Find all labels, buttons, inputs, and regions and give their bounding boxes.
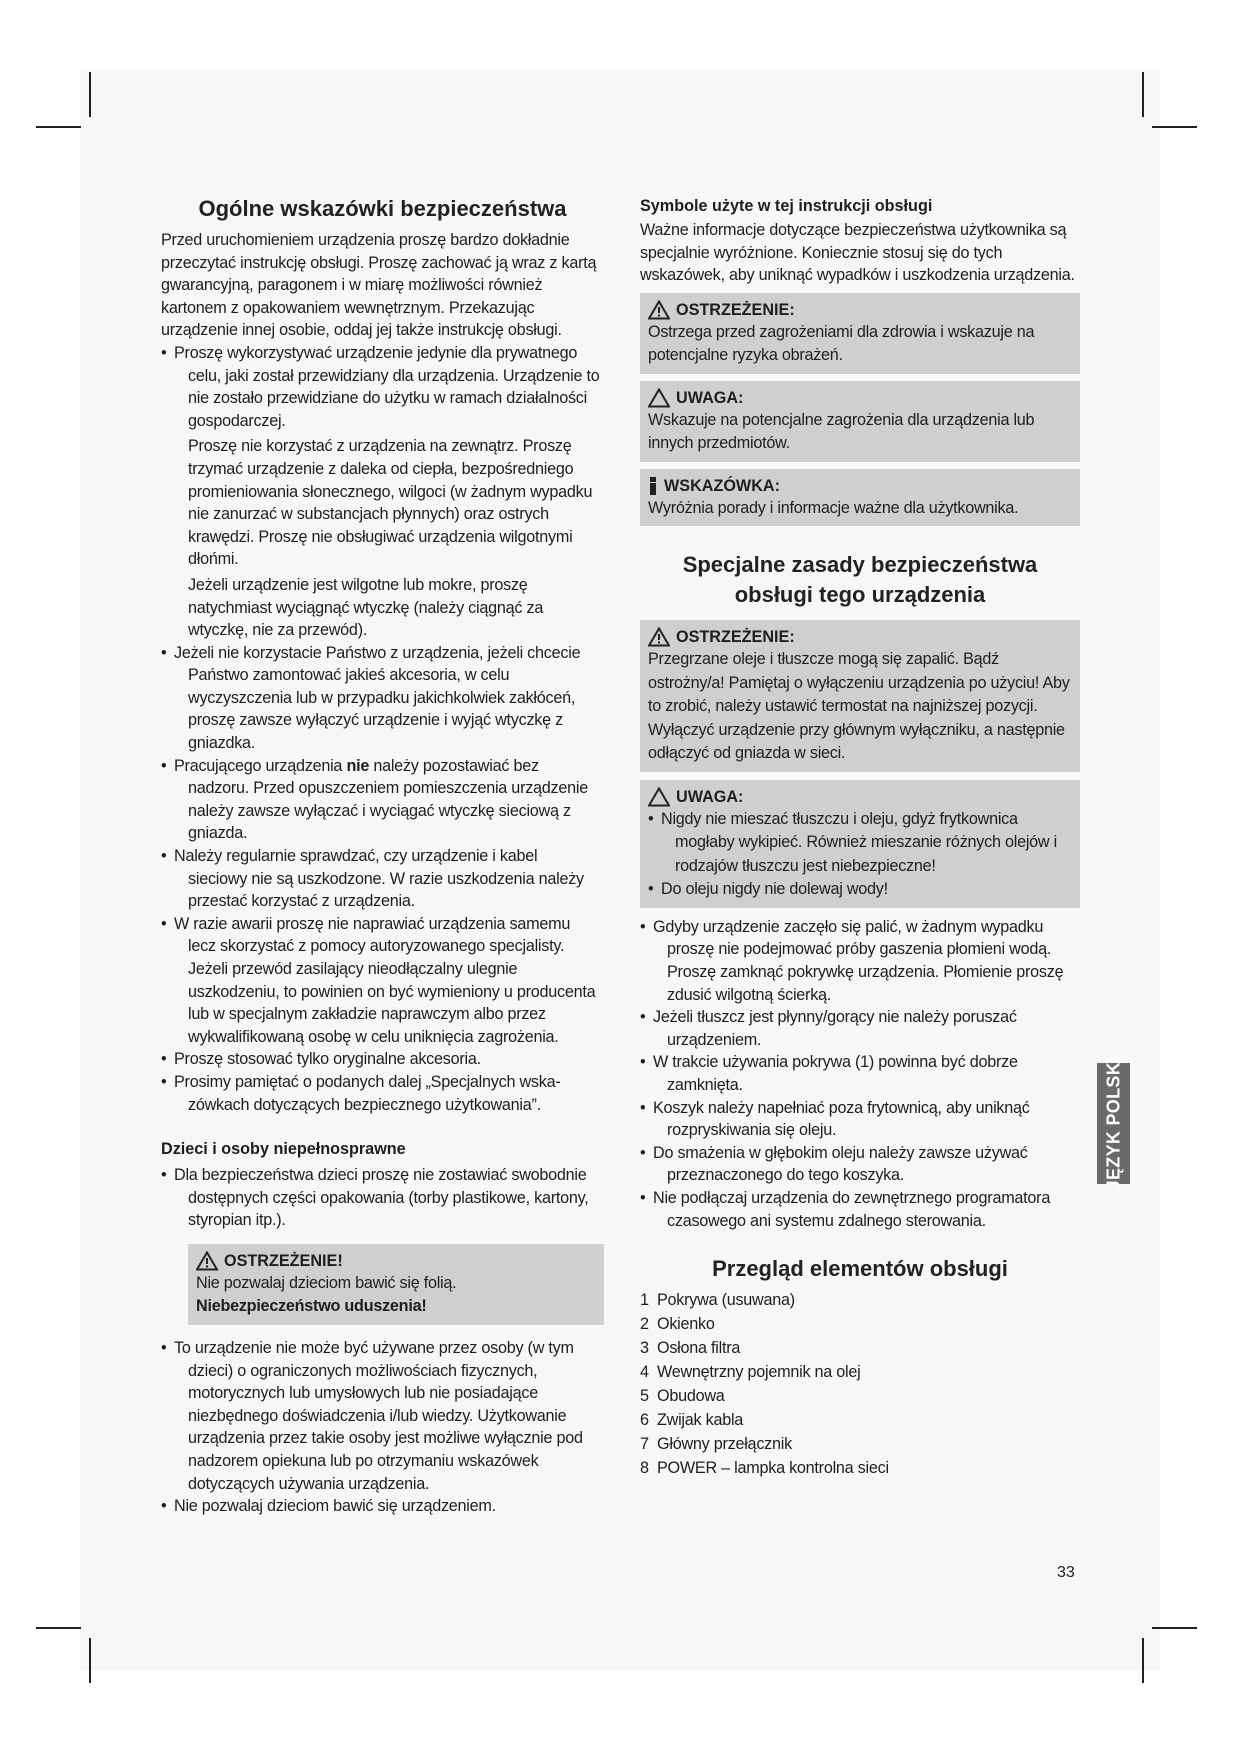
crop-mark (89, 1638, 91, 1683)
language-tab: JĘZYK POLSKI (1097, 1063, 1130, 1184)
list-item: • Gdyby urządzenie zaczęło się palić, w żadnym wypadku proszę nie podejmować próby gaszenia płomieni wodą. Proszę zamknąć pokrywkę urządzenia. Płomienie proszę zdusić wilgotną ścierką. (640, 916, 1080, 1006)
warning-label: OSTRZEŻENIE! (224, 1251, 343, 1270)
controls-list (640, 1288, 1080, 1480)
children-bullet-list-2 (161, 1337, 604, 1518)
list-item: • W trakcie używania pokrywa (1) powinna być dobrze zamknięta. (640, 1051, 1080, 1096)
info-icon (648, 477, 658, 495)
list-item: • Należy regularnie sprawdzać, czy urządzenie i kabel sieciowy nie są uszkodzone. W razie uszkodzenia należy przestać korzystać z urządzenia. (161, 845, 604, 913)
caution-triangle-icon (648, 388, 670, 408)
crop-mark (36, 126, 81, 128)
section-title-overview: Przegląd elementów obsługi (712, 1256, 1008, 1282)
list-item: • Dla bezpieczeństwa dzieci proszę nie zostawiać swobodnie dostępnych części opakowania (torby plastikowe, kartony, styropian itp.). (161, 1164, 604, 1232)
list-item: 4 Wewnętrzny pojemnik na olej (640, 1363, 861, 1382)
list-item: 1 Pokrywa (usuwana) (640, 1291, 795, 1310)
right-column (640, 195, 1080, 1480)
warning-triangle-icon (196, 1251, 218, 1271)
caution-box-oil: UWAGA: • Nigdy nie mieszać tłuszczu i oleju, gdyż frytkownica mogłaby wykipieć. Również mieszanie różnych olejów i rodzajów tłuszczu jest niebezpieczne! • Do oleju nigdy nie dolewaj wody! (640, 780, 1080, 908)
section-title-general-safety: Ogólne wskazówki bezpieczeństwa (198, 196, 567, 221)
warning-box-children (188, 1244, 604, 1325)
intro-paragraph: Przed uruchomieniem urządzenia proszę bardzo dokładnie przeczytać instrukcję obsługi. Proszę zachować ją wraz z kartą gwarancyjną, paragonem i w miarę możliwości również kartonem z opakowaniem wewnętrznym. Przekazując urządzenie innej osobie, oddaj jej także instrukcję obsługi. (161, 231, 597, 340)
symbols-intro: Ważne informacje dotyczące bezpieczeństwa użytkownika są specjalnie wyróżnione. Koniecznie stosuj się do tych wskazówek, aby uniknąć wypadków i uszkodzenia urządzenia. (640, 221, 1075, 285)
warning-box-oil: OSTRZEŻENIE: Przegrzane oleje i tłuszcze mogą się zapalić. Bądź ostrożny/a! Pamiętaj o wyłączeniu urządzenia po użyciu! Aby to zrobić, należy ustawić termostat na najniższej pozycji. Wyłączyć urządzenie przy głównym wyłączniku, a następnie odłączyć od gniazda w sieci. (640, 620, 1080, 772)
crop-mark (36, 1627, 81, 1629)
left-column (161, 195, 604, 1518)
list-item: • Prosimy pamiętać o podanych dalej „Specjalnych wska- zówkach dotyczących bezpiecznego użytkowania”. (161, 1071, 604, 1116)
list-item: • Koszyk należy napełniać poza frytownicą, aby uniknąć rozpryskiwania się oleju. (640, 1097, 1080, 1142)
list-item: 3 Osłona filtra (640, 1339, 741, 1358)
list-item: 8 POWER – lampka kontrolna sieci (640, 1459, 889, 1478)
list-item: 2 Okienko (640, 1315, 715, 1334)
crop-mark (1152, 126, 1197, 128)
safety-bullet-list (161, 342, 604, 1116)
list-item: • Do smażenia w głębokim oleju należy zawsze używać przeznaczonego do tego koszyka. (640, 1142, 1080, 1187)
caution-box-symbol: UWAGA: Wskazuje na potencjalne zagrożenia dla urządzenia lub innych przedmiotów. (640, 381, 1080, 462)
crop-mark (1152, 1627, 1197, 1629)
warning-text: Nie pozwalaj dzieciom bawić się folią. Niebezpieczeństwo uduszenia! (196, 1273, 457, 1316)
section-title-special-safety: Specjalne zasady bezpieczeństwa obsługi tego urządzenia (682, 552, 1038, 608)
crop-mark (1142, 1638, 1144, 1683)
warning-triangle-icon (648, 300, 670, 320)
list-item: • Jeżeli nie korzystacie Państwo z urządzenia, jeżeli chcecie Państwo zamontować jakieś akcesoria, w celu wyczyszczenia lub w przypadku jakichkolwiek zakłóceń, proszę zawsze wyłączyć urządzenie i wyjąć wtyczkę z gniazdka. (161, 642, 604, 755)
list-item: • Nie podłączaj urządzenia do zewnętrznego programatora czasowego ani systemu zdalnego sterowania. (640, 1187, 1080, 1232)
list-item: 5 Obudowa (640, 1387, 725, 1406)
hint-box-symbol: WSKAZÓWKA: Wyróżnia porady i informacje ważne dla użytkownika. (640, 469, 1080, 527)
list-item: • Jeżeli tłuszcz jest płynny/gorący nie należy poruszać urządzeniem. (640, 1006, 1080, 1051)
list-item: 7 Główny przełącznik (640, 1435, 792, 1454)
list-item: 6 Zwijak kabla (640, 1411, 744, 1430)
children-heading: Dzieci i osoby niepełnosprawne (161, 1140, 406, 1159)
crop-mark (1142, 72, 1144, 117)
symbols-heading: Symbole użyte w tej instrukcji obsługi (640, 197, 933, 215)
warning-box-symbol: OSTRZEŻENIE: Ostrzega przed zagrożeniami dla zdrowia i wskazuje na potencjalne ryzyka obrażeń. (640, 293, 1080, 374)
special-bullet-list (640, 916, 1080, 1232)
list-item: • Nigdy nie mieszać tłuszczu i oleju, gdyż frytkownica mogłaby wykipieć. Również mieszanie różnych olejów i rodzajów tłuszczu jest niebezpieczne! (648, 808, 1072, 879)
list-item: • Proszę wykorzystywać urządzenie jedynie dla prywatnego celu, jaki został przewidziany dla urządzenia. Urządzenie to nie zostało przewidziane do użytku w ramach działalności gospodarczej. Proszę nie korzystać z urządzenia na zewnątrz. Proszę trzymać urządzenie z daleka od ciepła, bezpośredniego promieniowania słonecznego, wilgoci (w żadnym wypadku nie zanurzać w substancjach płynnych) oraz ostrych krawędzi. Proszę nie obsługiwać urządzenia wilgotnymi dłońmi. Jeżeli urządzenie jest wilgotne lub mokre, proszę natychmiast wyciągnąć wtyczkę (należy ciągnąć za wtyczkę, nie za przewód). (161, 342, 604, 642)
list-item: • Proszę stosować tylko oryginalne akcesoria. (161, 1048, 604, 1071)
children-bullet-list (161, 1164, 604, 1232)
page-number: 33 (1057, 1564, 1075, 1581)
caution-triangle-icon (648, 787, 670, 807)
list-item: • Pracującego urządzenia nie należy pozostawiać bez nadzoru. Przed opuszczeniem pomieszczenia urządzenie należy zawsze wyłączać i wyciągać wtyczkę sieciową z gniazda. (161, 755, 604, 845)
list-item: • To urządzenie nie może być używane przez osoby (w tym dzieci) o ograniczonych możliwościach fizycznych, motorycznych lub umysłowych lub nie posiadające niezbędnego doświadczenia i/lub wiedzy. Użytkowanie urządzenia przez takie osoby jest możliwe wyłącznie pod nadzorem opiekuna lub po otrzymaniu wskazówek dotyczących używania urządzenia. (161, 1337, 604, 1495)
list-item: • Nie pozwalaj dzieciom bawić się urządzeniem. (161, 1495, 604, 1518)
list-item: • W razie awarii proszę nie naprawiać urządzenia samemu lecz skorzystać z pomocy autoryzowanego specjalisty. Jeżeli przewód zasilający nieodłączalny ulegnie uszkodzeniu, to powinien on być wymieniony u producenta lub w specjalnym zakładzie naprawczym albo przez wykwalifikowaną osobę w celu uniknięcia zagrożenia. (161, 913, 604, 1049)
list-item: • Do oleju nigdy nie dolewaj wody! (648, 878, 1072, 902)
crop-mark (89, 72, 91, 117)
warning-triangle-icon (648, 627, 670, 647)
